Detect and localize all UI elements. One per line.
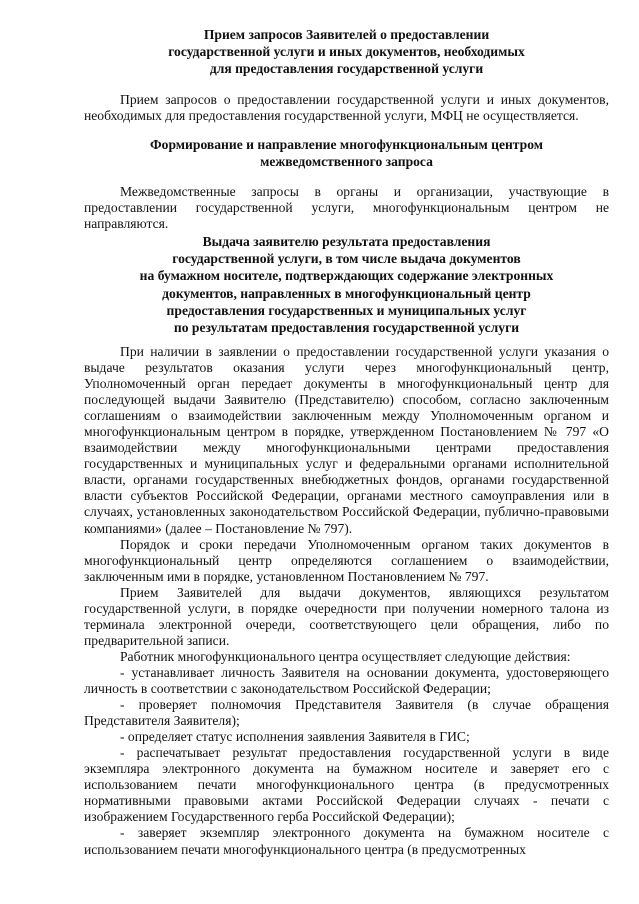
actions-list: [84, 665, 609, 858]
paragraph-interagency-not-sent: Межведомственные запросы в органы и организации, участвующие в предоставлении государственной услуги, многофункциональным центром не направляются.: [84, 184, 609, 232]
heading-line: документов, направленных в многофункциональный центр: [162, 285, 531, 301]
heading-line: на бумажном носителе, подтверждающих содержание электронных: [139, 268, 554, 284]
heading-line: Прием запросов Заявителей о предоставлении: [203, 27, 490, 42]
list-item: - распечатывает результат предоставления государственной услуги в виде экземпляра электронного документа на бумажном носителе и заверяет его с использованием печати многофункционального центра (в предусмотренных нормативными правовыми актами Российской Федерации случаях - печати с изображением Государственного герба Российской Федерации);: [84, 745, 609, 825]
heading-line: предоставления государственных и муниципальных услуг: [166, 302, 527, 318]
heading-line: Выдача заявителю результата предоставления: [202, 234, 491, 249]
section-heading-result-issuance: [84, 233, 609, 336]
heading-line: межведомственного запроса: [260, 154, 433, 170]
section-heading-reception: [84, 26, 609, 78]
heading-line: государственной услуги и иных документов, необходимых: [168, 44, 525, 60]
list-item: - определяет статус исполнения заявления Заявителя в ГИС;: [120, 729, 470, 745]
heading-line: государственной услуги, в том числе выдача документов: [172, 251, 521, 267]
list-item: - заверяет экземпляр электронного документа на бумажном носителе с использованием печати многофункционального центра (в предусмотренных: [84, 825, 609, 857]
section-heading-interagency-request: [84, 136, 609, 170]
paragraph-result-via-mfc: При наличии в заявлении о предоставлении государственной услуги указания о выдаче результатов оказания услуги через многофункциональный центр, Уполномоченный орган передает документы в многофункциональный центр для последующей выдачи Заявителю (Представителю) способом, согласно заключенным соглашениям о взаимодействии заключенным между Уполномоченным органом и многофункциональным центром в порядке, утвержденном Постановлением № 797 «О взаимодействии между многофункциональными центрами предоставления государственных и муниципальных услуг и федеральными органами исполнительной власти, органами государственных внебюджетных фондов, органами государственной власти субъектов Российской Федерации, органами местного самоуправления или в случаях, установленных законодательством Российской Федерации, публично-правовыми компаниями» (далее – Постановление № 797).: [84, 344, 609, 536]
heading-line: для предоставления государственной услуги: [209, 61, 484, 77]
list-item: - устанавливает личность Заявителя на основании документа, удостоверяющего личность в соответствии с законодательством Российской Федерации;: [84, 665, 609, 697]
list-item: - проверяет полномочия Представителя Заявителя (в случае обращения Представителя Заявителя);: [84, 697, 609, 729]
heading-line: Формирование и направление многофункциональным центром: [149, 137, 544, 152]
heading-line: по результатам предоставления государственной услуги: [173, 320, 520, 336]
paragraph-applicant-reception: Прием Заявителей для выдачи документов, являющихся результатом государственной услуги, в порядке очередности при получении номерного талона из терминала электронной очереди, соответствующего цели обращения, либо по предварительной записи.: [84, 585, 609, 649]
paragraph-transfer-procedure: Порядок и сроки передачи Уполномоченным органом таких документов в многофункциональный центр определяются соглашением о взаимодействии, заключенным ими в порядке, установленном Постановлением № 797.: [84, 537, 609, 585]
paragraph-mfc-worker-actions: Работник многофункционального центра осуществляет следующие действия:: [120, 649, 571, 664]
paragraph-reception-not-performed: Прием запросов о предоставлении государственной услуги и иных документов, необходимых для предоставления государственной услуги, МФЦ не осуществляется.: [84, 92, 609, 124]
